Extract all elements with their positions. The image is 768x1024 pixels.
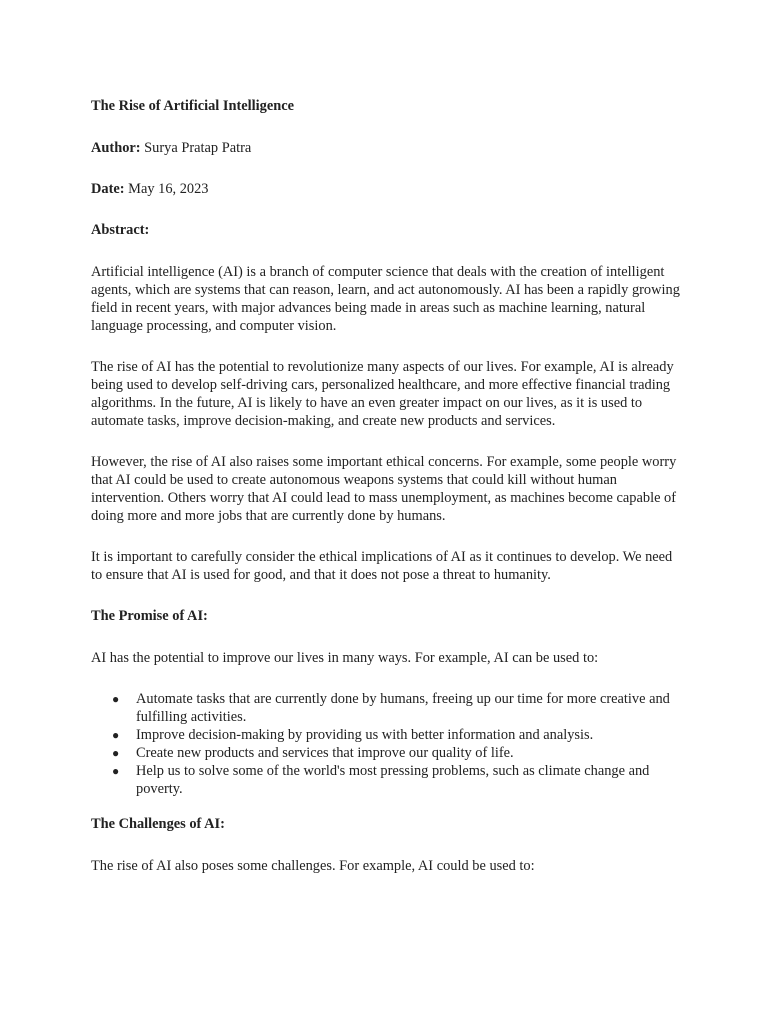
list-item: [91, 690, 687, 726]
list-item-text: Help us to solve some of the world's most pressing problems, such as climate change and poverty.: [136, 763, 650, 797]
date-label: Date:: [91, 181, 125, 197]
promise-heading: The Promise of AI:: [91, 608, 208, 624]
list-item-text: Automate tasks that are currently done by humans, freeing up our time for more creative and fulfilling activities.: [136, 691, 670, 725]
author-label: Author:: [91, 140, 141, 156]
date-line: [91, 180, 687, 198]
list-item: [91, 762, 687, 798]
bullet-icon: ●: [112, 764, 120, 778]
document-title: The Rise of Artificial Intelligence: [91, 98, 295, 114]
author-line: [91, 139, 687, 157]
list-item-text: Create new products and services that improve our quality of life.: [136, 745, 514, 761]
challenges-heading: The Challenges of AI:: [91, 816, 225, 832]
document-page: [91, 97, 687, 898]
abstract-paragraph: The rise of AI has the potential to revolutionize many aspects of our lives. For example, AI is already being used to develop self-driving cars, personalized healthcare, and more effective financial trading algorithms. In the future, AI is likely to have an even greater impact on our lives, as it is used to automate tasks, improve decision-making, and create new products and services.: [91, 359, 674, 429]
abstract-paragraph: Artificial intelligence (AI) is a branch of computer science that deals with the creation of intelligent agents, which are systems that can reason, learn, and act autonomously. AI has been a rapidly growing field in recent years, with major advances being made in areas such as machine learning, natural language processing, and computer vision.: [91, 264, 680, 334]
abstract-heading: Abstract:: [91, 222, 150, 238]
abstract-paragraph: It is important to carefully consider the ethical implications of AI as it continues to develop. We need to ensure that AI is used for good, and that it does not pose a threat to humanity.: [91, 549, 673, 583]
author-value: Surya Pratap Patra: [140, 140, 252, 156]
list-item: [91, 744, 687, 762]
list-item: [91, 726, 687, 744]
bullet-icon: ●: [112, 746, 120, 760]
bullet-icon: ●: [112, 728, 120, 742]
promise-intro: AI has the potential to improve our lives in many ways. For example, AI can be used to:: [91, 650, 599, 666]
bullet-icon: ●: [112, 692, 120, 706]
challenges-intro: The rise of AI also poses some challenges. For example, AI could be used to:: [91, 858, 535, 874]
abstract-paragraph: However, the rise of AI also raises some important ethical concerns. For example, some people worry that AI could be used to create autonomous weapons systems that could kill without human intervention. Others worry that AI could lead to mass unemployment, as machines become capable of doing more and more jobs that are currently done by humans.: [91, 454, 677, 524]
list-item-text: Improve decision-making by providing us with better information and analysis.: [136, 727, 594, 743]
promise-list: [91, 690, 687, 798]
date-value: May 16, 2023: [124, 181, 209, 197]
